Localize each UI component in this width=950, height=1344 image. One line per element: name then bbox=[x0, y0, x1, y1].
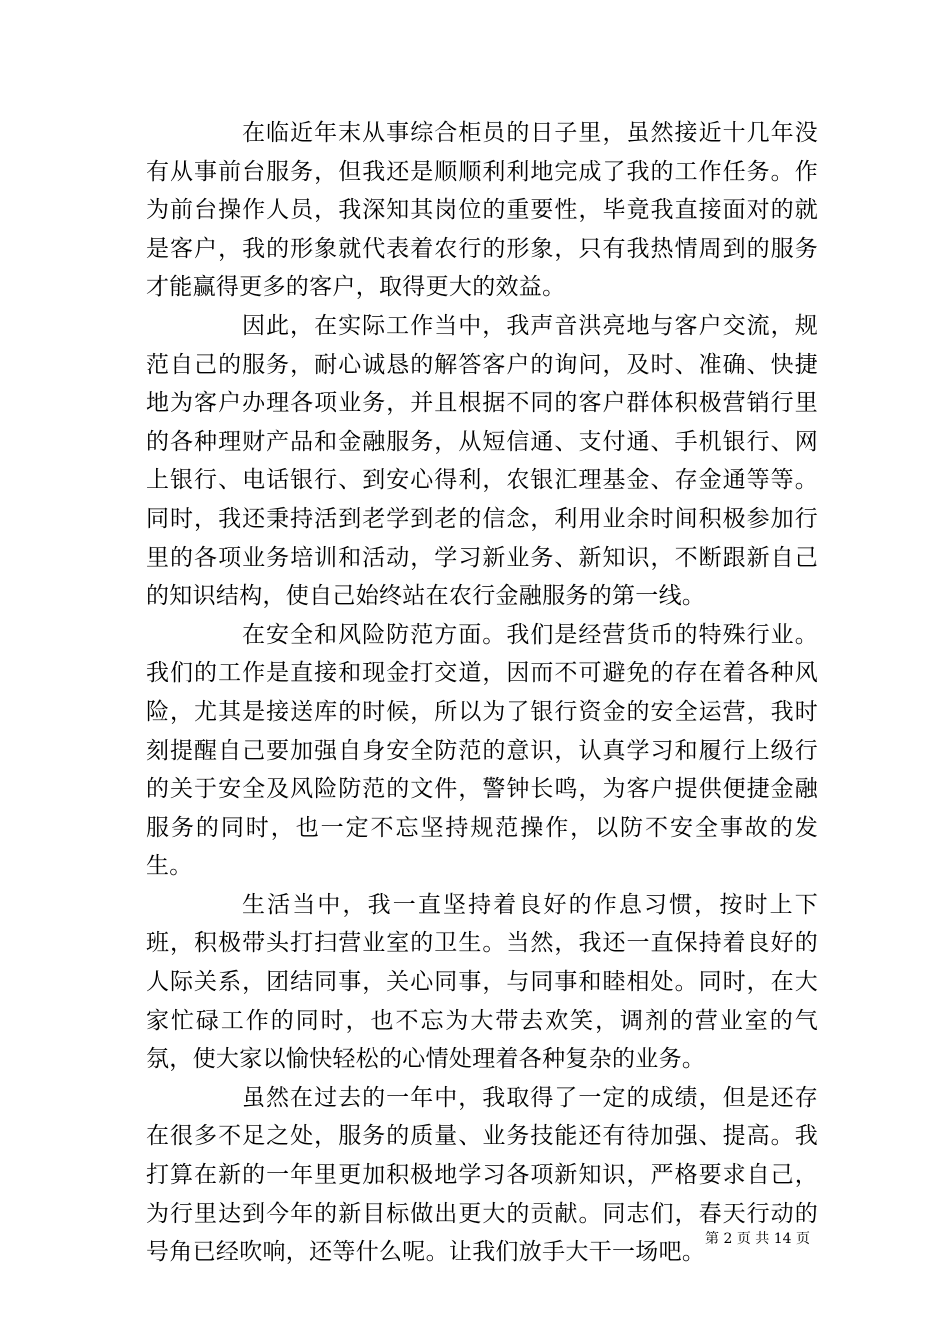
page-number: 第 2 页 共 14 页 bbox=[705, 1231, 810, 1247]
document-body bbox=[146, 114, 818, 1272]
paragraph-conclusion: 虽然在过去的一年中，我取得了一定的成绩，但是还存在很多不足之处，服务的质量、业务技能还有待加强、提高。我打算在新的一年里更加积极地学习各项新知识，严格要求自己，为行里达到今年的新目标做出更大的贡献。同志们，春天行动的号角已经吹响，还等什么呢。让我们放手大干一场吧。 bbox=[146, 1084, 818, 1266]
paragraph-security-risk: 在安全和风险防范方面。我们是经营货币的特殊行业。我们的工作是直接和现金打交道，因而不可避免的存在着各种风险，尤其是接送库的时候，所以为了银行资金的安全运营，我时刻提醒自己要加强自身安全防范的意识，认真学习和履行上级行的关于安全及风险防范的文件，警钟长鸣，为客户提供便捷金融服务的同时，也一定不忘坚持规范操作，以防不安全事故的发生。 bbox=[146, 621, 818, 880]
paragraph-daily-life: 生活当中，我一直坚持着良好的作息习惯，按时上下班，积极带头打扫营业室的卫生。当然，我还一直保持着良好的人际关系，团结同事，关心同事，与同事和睦相处。同时，在大家忙碌工作的同时，也不忘为大带去欢笑，调剂的营业室的气氛，使大家以愉快轻松的心情处理着各种复杂的业务。 bbox=[146, 891, 818, 1073]
paragraph-counter-work: 在临近年末从事综合柜员的日子里，虽然接近十几年没有从事前台服务，但我还是顺顺利利地完成了我的工作任务。作为前台操作人员，我深知其岗位的重要性，毕竟我直接面对的就是客户，我的形象就代表着农行的形象，只有我热情周到的服务才能赢得更多的客户，取得更大的效益。 bbox=[146, 120, 818, 301]
paragraph-customer-service: 因此，在实际工作当中，我声音洪亮地与客户交流，规范自己的服务，耐心诚恳的解答客户的询问，及时、准确、快捷地为客户办理各项业务，并且根据不同的客户群体积极营销行里的各种理财产品和金融服务，从短信通、支付通、手机银行、网上银行、电话银行、到安心得利，农银汇理基金、存金通等等。同时，我还秉持活到老学到老的信念，利用业余时间积极参加行里的各项业务培训和活动，学习新业务、新知识，不断跟新自己的知识结构，使自己始终站在农行金融服务的第一线。 bbox=[146, 312, 818, 610]
